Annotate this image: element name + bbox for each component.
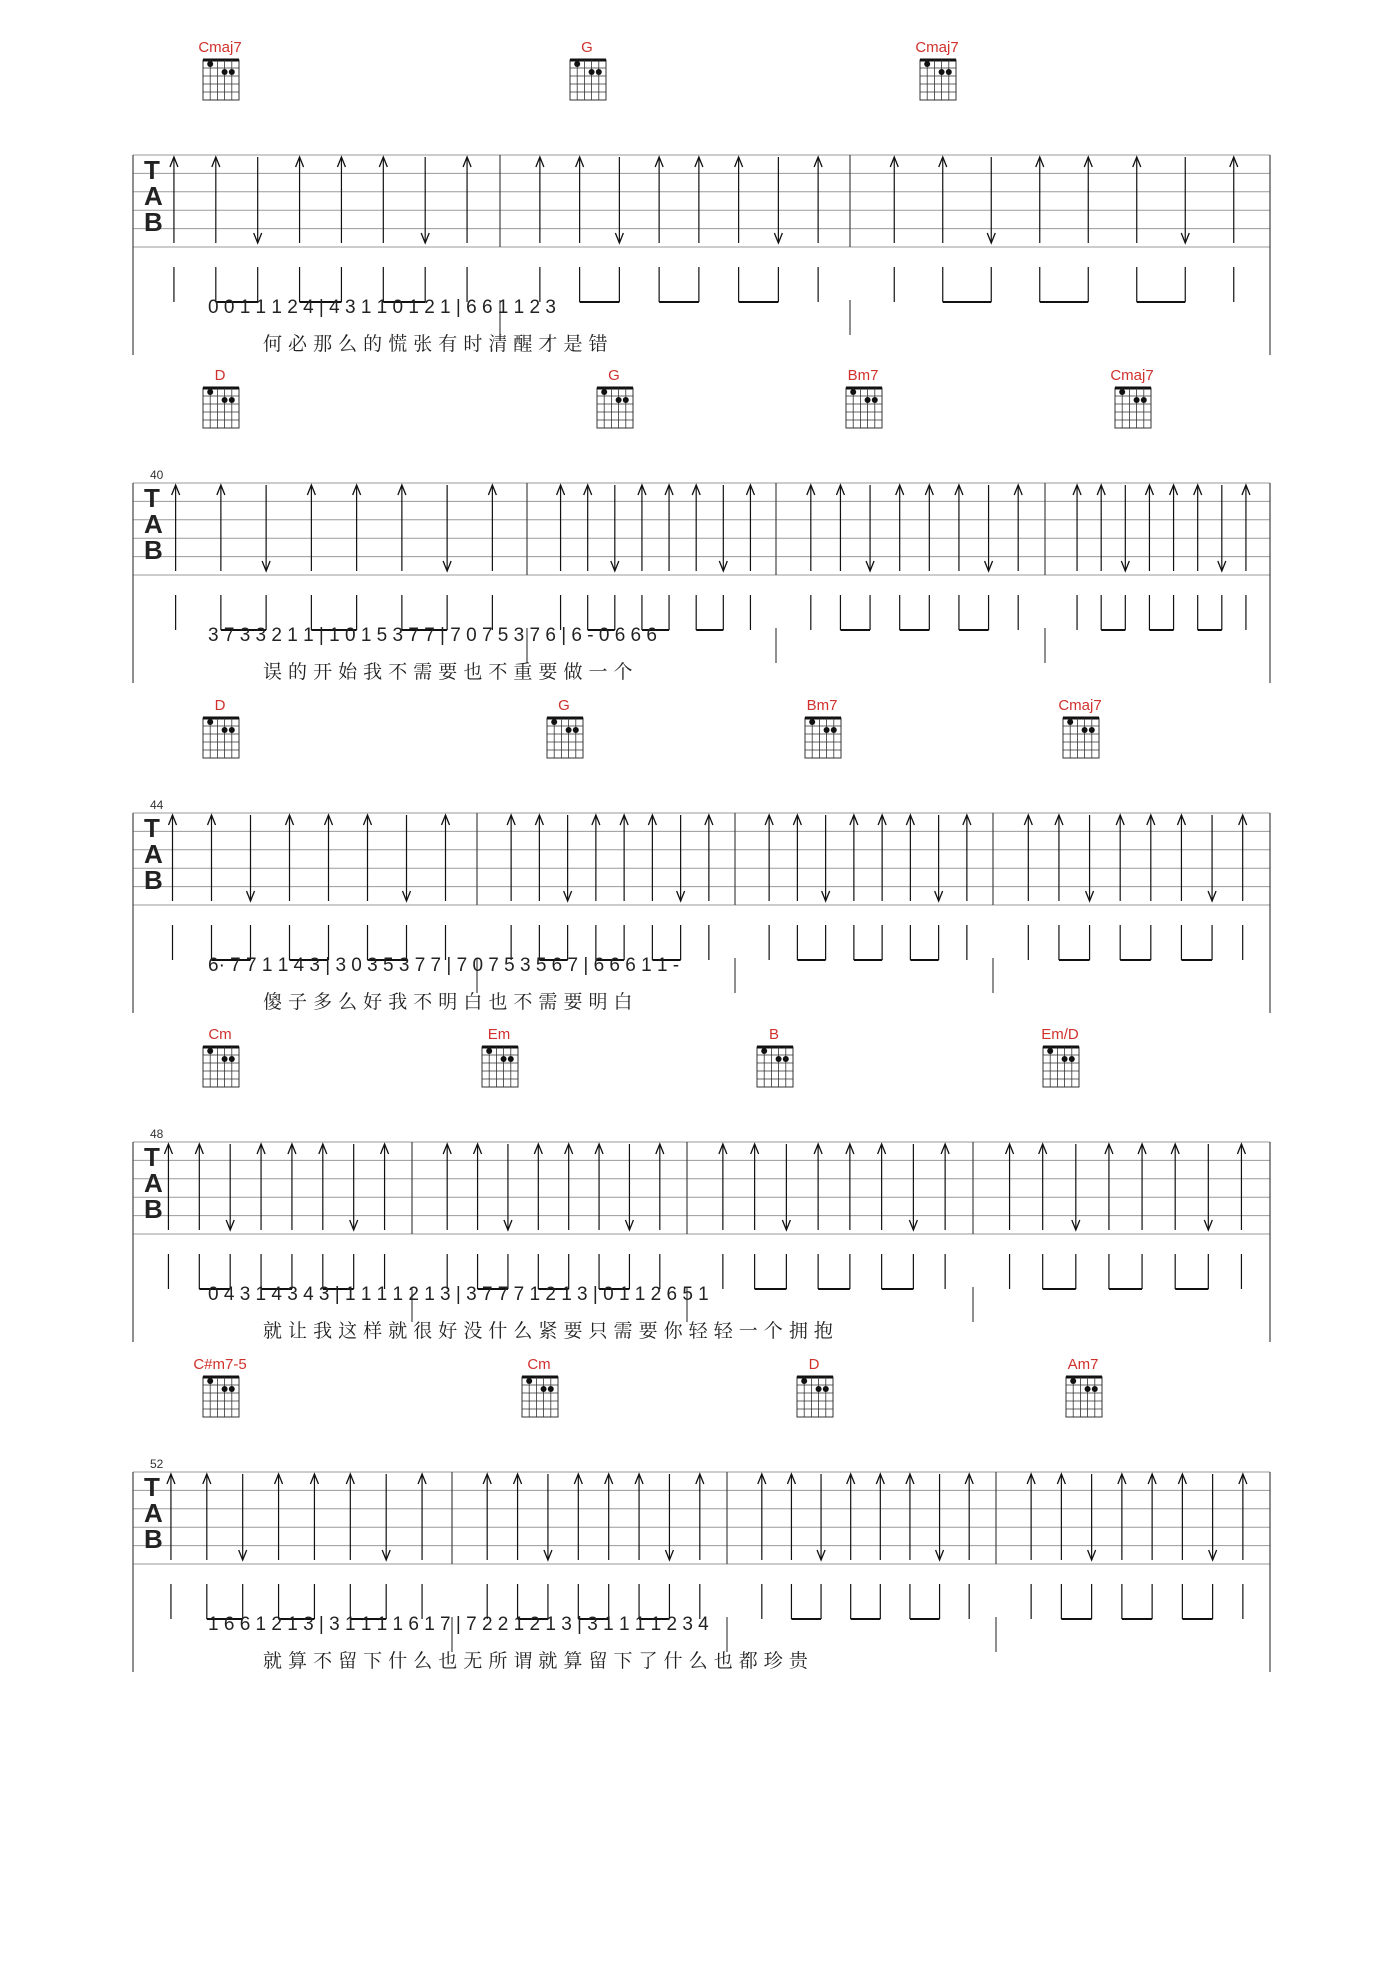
chord-name: G	[581, 39, 593, 56]
chord-finger-dot	[1069, 1056, 1075, 1062]
chord-finger-dot	[946, 69, 952, 75]
chord-finger-dot	[573, 727, 579, 733]
chord-finger-dot	[761, 1048, 767, 1054]
chord-finger-dot	[623, 397, 629, 403]
chord-finger-dot	[939, 69, 945, 75]
numbered-notation: 6· 7 7 1 1 4 3 | 3 0 3 5 3 7 7 | 7 0 7 5 3 5 6 7 | 6 6 6 1 1 -	[208, 955, 680, 976]
chord-name: Cmaj7	[915, 39, 959, 56]
chord-finger-dot	[872, 397, 878, 403]
chord-finger-dot	[1134, 397, 1140, 403]
tab-label-letter: B	[144, 865, 163, 895]
chord-finger-dot	[801, 1378, 807, 1384]
chord-name: Am7	[1067, 1356, 1099, 1373]
tab-label-letter: T	[144, 483, 160, 513]
chord-finger-dot	[574, 61, 580, 67]
chord-finger-dot	[222, 727, 228, 733]
chord-finger-dot	[222, 1386, 228, 1392]
numbered-notation: 0 4 3 1 4 3 4 3 | 1 1 1 1 2 1 3 | 3 7 7 7 1 2 1 3 | 0 1 1 2 6 5 1	[208, 1284, 709, 1305]
chord-name: Cmaj7	[1058, 697, 1102, 714]
chord-finger-dot	[566, 727, 572, 733]
chord-finger-dot	[222, 397, 228, 403]
chord-finger-dot	[207, 61, 213, 67]
tab-system	[133, 1026, 1270, 1342]
chord-finger-dot	[207, 719, 213, 725]
bar-number: 40	[150, 468, 164, 482]
chord-finger-dot	[1082, 727, 1088, 733]
tab-system	[133, 39, 1270, 355]
chord-name: Em	[487, 1026, 511, 1043]
bar-number: 44	[150, 798, 164, 812]
chord-finger-dot	[1119, 389, 1125, 395]
tab-label-letter: A	[144, 181, 163, 211]
chord-name: Cm	[527, 1356, 551, 1373]
chord-finger-dot	[776, 1056, 782, 1062]
tab-label-letter: A	[144, 1168, 163, 1198]
chord-name: G	[558, 697, 570, 714]
lyrics: 何 必 那 么 的 慌 张 有 时 清 醒 才 是 错	[263, 333, 608, 355]
chord-name: D	[214, 367, 226, 384]
chord-finger-dot	[1062, 1056, 1068, 1062]
chord-finger-dot	[824, 727, 830, 733]
numbered-notation: 1 6 6 1 2 1 3 | 3 1 1 1 1 6 1 7 | 7 2 2 1 2 1 3 | 3 1 1 1 1 2 3 4	[208, 1614, 709, 1635]
chord-finger-dot	[207, 1378, 213, 1384]
bar-number: 52	[150, 1457, 164, 1471]
chord-finger-dot	[222, 1056, 228, 1062]
chord-finger-dot	[551, 719, 557, 725]
chord-finger-dot	[1092, 1386, 1098, 1392]
chord-finger-dot	[783, 1056, 789, 1062]
tab-label-letter: B	[144, 1524, 163, 1554]
chord-finger-dot	[850, 389, 856, 395]
tab-system	[133, 1356, 1270, 1672]
chord-finger-dot	[1089, 727, 1095, 733]
chord-name: D	[214, 697, 226, 714]
chord-finger-dot	[229, 69, 235, 75]
tab-system	[133, 367, 1270, 683]
bar-number: 48	[150, 1127, 164, 1141]
chord-finger-dot	[486, 1048, 492, 1054]
numbered-notation: 3 7 3 3 2 1 1 | 1 0 1 5 3 7 7 | 7 0 7 5 3 7 6 | 6 - 0 6 6 6	[208, 625, 657, 646]
tab-system	[133, 697, 1270, 1013]
lyrics: 就 让 我 这 样 就 很 好 没 什 么 紧 要 只 需 要 你 轻 轻 一 个 拥 抱	[263, 1320, 833, 1342]
chord-finger-dot	[823, 1386, 829, 1392]
tab-label-letter: T	[144, 1142, 160, 1172]
chord-finger-dot	[596, 69, 602, 75]
chord-finger-dot	[816, 1386, 822, 1392]
chord-finger-dot	[1085, 1386, 1091, 1392]
chord-name: B	[768, 1026, 780, 1043]
lyrics: 傻 子 多 么 好 我 不 明 白 也 不 需 要 明 白	[263, 991, 633, 1013]
chord-name: G	[608, 367, 620, 384]
chord-finger-dot	[508, 1056, 514, 1062]
chord-finger-dot	[222, 69, 228, 75]
tab-label-letter: T	[144, 1472, 160, 1502]
lyrics: 就 算 不 留 下 什 么 也 无 所 谓 就 算 留 下 了 什 么 也 都 珍 贵	[263, 1650, 808, 1672]
chord-name: C#m7-5	[193, 1356, 247, 1373]
chord-finger-dot	[548, 1386, 554, 1392]
tab-label-letter: A	[144, 1498, 163, 1528]
chord-finger-dot	[541, 1386, 547, 1392]
chord-finger-dot	[207, 1048, 213, 1054]
chord-finger-dot	[1070, 1378, 1076, 1384]
chord-name: Em/D	[1041, 1026, 1079, 1043]
chord-finger-dot	[1141, 397, 1147, 403]
chord-name: Bm7	[806, 697, 838, 714]
tab-label-letter: A	[144, 509, 163, 539]
chord-finger-dot	[229, 727, 235, 733]
chord-finger-dot	[207, 389, 213, 395]
chord-finger-dot	[865, 397, 871, 403]
numbered-notation: 0 0 1 1 1 2 4 | 4 3 1 1 0 1 2 1 | 6 6 1 1 2 3	[208, 297, 556, 318]
tab-label-letter: B	[144, 1194, 163, 1224]
chord-finger-dot	[1067, 719, 1073, 725]
chord-name: D	[808, 1356, 820, 1373]
tab-label-letter: A	[144, 839, 163, 869]
chord-name: Cmaj7	[1110, 367, 1154, 384]
chord-name: Cm	[208, 1026, 232, 1043]
chord-finger-dot	[924, 61, 930, 67]
chord-finger-dot	[601, 389, 607, 395]
chord-name: Bm7	[847, 367, 879, 384]
chord-finger-dot	[1047, 1048, 1053, 1054]
tab-label-letter: B	[144, 535, 163, 565]
chord-finger-dot	[589, 69, 595, 75]
chord-finger-dot	[229, 1386, 235, 1392]
tab-label-letter: T	[144, 813, 160, 843]
chord-finger-dot	[616, 397, 622, 403]
chord-finger-dot	[831, 727, 837, 733]
chord-finger-dot	[809, 719, 815, 725]
tab-label-letter: B	[144, 207, 163, 237]
chord-name: Cmaj7	[198, 39, 242, 56]
lyrics: 误 的 开 始 我 不 需 要 也 不 重 要 做 一 个	[263, 661, 633, 683]
chord-finger-dot	[229, 1056, 235, 1062]
chord-finger-dot	[501, 1056, 507, 1062]
chord-finger-dot	[526, 1378, 532, 1384]
chord-finger-dot	[229, 397, 235, 403]
tab-label-letter: T	[144, 155, 160, 185]
